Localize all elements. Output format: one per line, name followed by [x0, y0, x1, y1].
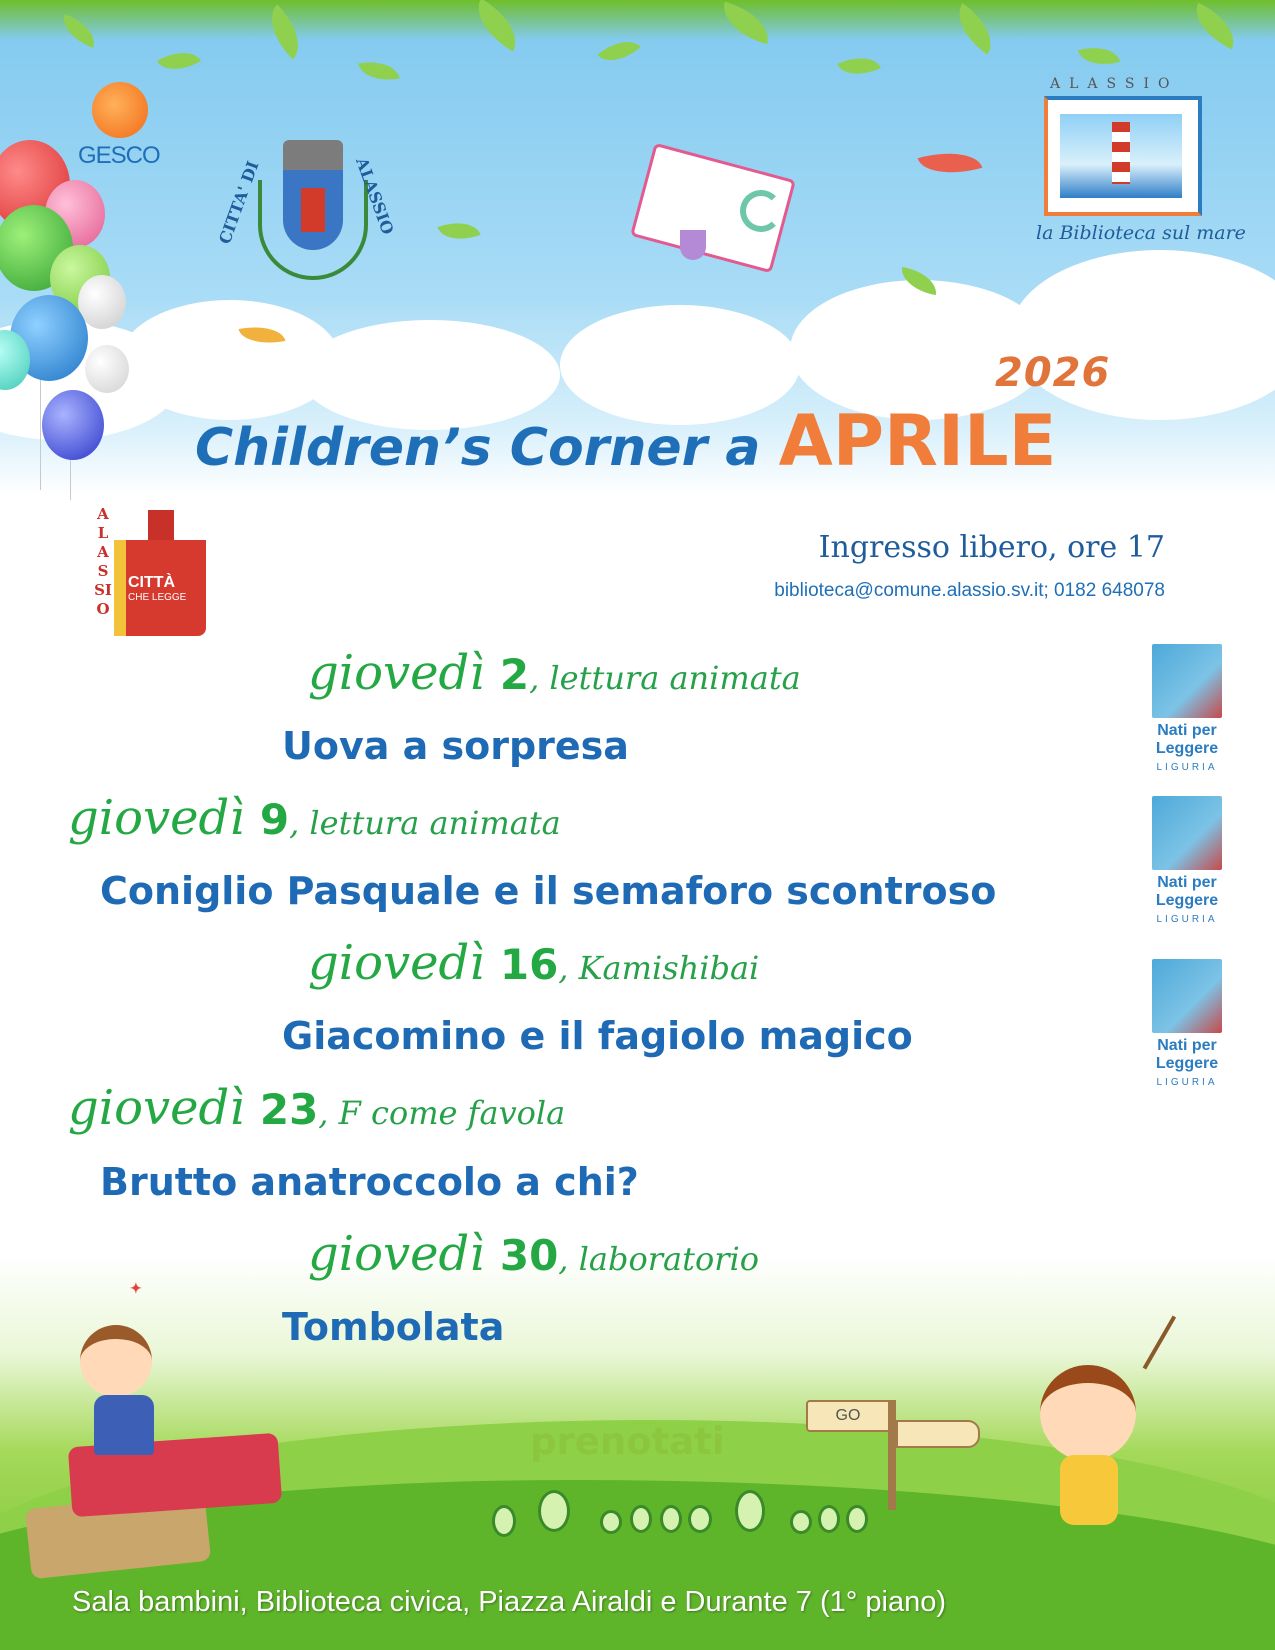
letter-c-icon: [740, 190, 782, 232]
letter-u-icon: [680, 230, 706, 260]
nati-region: LIGURIA: [1156, 762, 1218, 773]
library-name: la Biblioteca sul mare: [1036, 222, 1246, 244]
event-title: Tombolata: [282, 1305, 505, 1349]
nati-region: LIGURIA: [1156, 1077, 1218, 1088]
tree-icon: [660, 1505, 682, 1533]
letters-icon: ✦: [130, 1280, 142, 1296]
citta-che-legge-logo: [112, 510, 198, 626]
event-title: Uova a sorpresa: [282, 724, 629, 768]
balloon-icon: [78, 275, 126, 329]
tree-icon: [630, 1505, 652, 1533]
lighthouse-icon: [1112, 122, 1130, 184]
weekday: giovedì: [308, 935, 485, 991]
child-body-icon: [1060, 1455, 1118, 1525]
nati-line-2: Leggere: [1155, 1055, 1219, 1072]
tree-icon: [538, 1490, 570, 1532]
nati-line-2: Leggere: [1155, 740, 1219, 757]
reading-child-icon: [1152, 644, 1222, 718]
day-number: 9: [259, 795, 290, 844]
event-date: [68, 1080, 565, 1136]
leaf-icon: [837, 48, 881, 84]
weekday: giovedì: [68, 1080, 245, 1136]
che-legge-label: CHE LEGGE: [128, 592, 187, 603]
reading-child-icon: [1152, 796, 1222, 870]
weekday: giovedì: [308, 1226, 485, 1282]
contact-info[interactable]: biblioteca@comune.alassio.sv.it; 0182 648078: [774, 580, 1165, 601]
nati-line-1: Nati per: [1157, 722, 1217, 739]
leaf-icon: [358, 57, 399, 85]
nati-per-leggere-logo: [1146, 792, 1228, 932]
sea-image: [1060, 114, 1182, 198]
nati-per-leggere-logo: [1146, 640, 1228, 780]
title-month: APRILE: [778, 400, 1057, 482]
citta-label: CITTÀ: [128, 574, 176, 591]
event-date: [308, 645, 801, 701]
laurel-icon: [258, 180, 368, 280]
event-date: [68, 790, 561, 846]
tree-icon: [818, 1505, 840, 1533]
page-title: [195, 400, 1056, 482]
event-type: , lettura animata: [289, 804, 561, 842]
tree-icon: [735, 1490, 765, 1532]
weekday: giovedì: [308, 645, 485, 701]
city-crest: [258, 140, 368, 290]
gesco-logo-icon: [92, 82, 148, 138]
event-title: Brutto anatroccolo a chi?: [100, 1160, 639, 1204]
title-prefix: Children’s Corner a: [195, 418, 761, 478]
balloon-icon: [42, 390, 104, 460]
bird-icon: [437, 214, 480, 248]
tree-icon: [492, 1505, 516, 1537]
crown-icon: [283, 140, 343, 170]
leaf-icon: [157, 42, 201, 80]
event-type: , laboratorio: [558, 1240, 759, 1278]
tree-icon: [688, 1505, 712, 1533]
library-city-label: ALASSIO: [1050, 76, 1179, 92]
foliage-top: [0, 0, 1275, 40]
city-name-left: CITTA' DI: [215, 158, 263, 247]
weekday: giovedì: [68, 790, 245, 846]
gesco-logo-text: GESCO: [78, 142, 160, 169]
day-number: 23: [259, 1085, 319, 1134]
tree-icon: [600, 1510, 622, 1534]
balloon-icon: [85, 345, 129, 393]
nati-region: LIGURIA: [1156, 914, 1218, 925]
event-title: Coniglio Pasquale e il semaforo scontroso: [100, 869, 997, 913]
event-type: , F come favola: [318, 1094, 566, 1132]
child-reading-icon: [80, 1325, 152, 1397]
event-type: , lettura animata: [529, 659, 801, 697]
branch-icon: [1143, 1316, 1272, 1425]
tree-icon: [790, 1510, 812, 1534]
footer-address: Sala bambini, Biblioteca civica, Piazza Airaldi e Durante 7 (1° piano): [72, 1586, 946, 1618]
library-logo-frame: [1044, 96, 1202, 216]
year-label: 2026: [995, 350, 1111, 396]
child-body-icon: [94, 1395, 154, 1455]
nati-line-1: Nati per: [1157, 874, 1217, 891]
nati-per-leggere-logo: [1146, 955, 1228, 1095]
event-type: , Kamishibai: [558, 949, 760, 987]
signpost-go-sign: GO: [806, 1400, 890, 1432]
bird-icon: [918, 143, 983, 184]
city-name-right: ALASSIO: [352, 155, 398, 237]
day-number: 30: [499, 1231, 559, 1280]
nati-line-2: Leggere: [1155, 892, 1219, 909]
booking-label: prenotati: [530, 1420, 725, 1463]
event-title: Giacomino e il fagiolo magico: [282, 1014, 913, 1058]
book-spine-icon: [114, 540, 126, 636]
day-number: 2: [499, 650, 530, 699]
signpost-arrow-sign: [896, 1420, 980, 1448]
entry-info: Ingresso libero, ore 17: [818, 530, 1165, 565]
citta-che-legge-vertical: ALASSIO: [94, 505, 112, 618]
event-date: [308, 1226, 759, 1282]
tree-icon: [846, 1505, 868, 1533]
reading-child-icon: [1152, 959, 1222, 1033]
day-number: 16: [499, 940, 559, 989]
leaf-icon: [1078, 40, 1120, 71]
event-date: [308, 935, 759, 991]
nati-line-1: Nati per: [1157, 1037, 1217, 1054]
child-running-icon: [1040, 1365, 1136, 1461]
